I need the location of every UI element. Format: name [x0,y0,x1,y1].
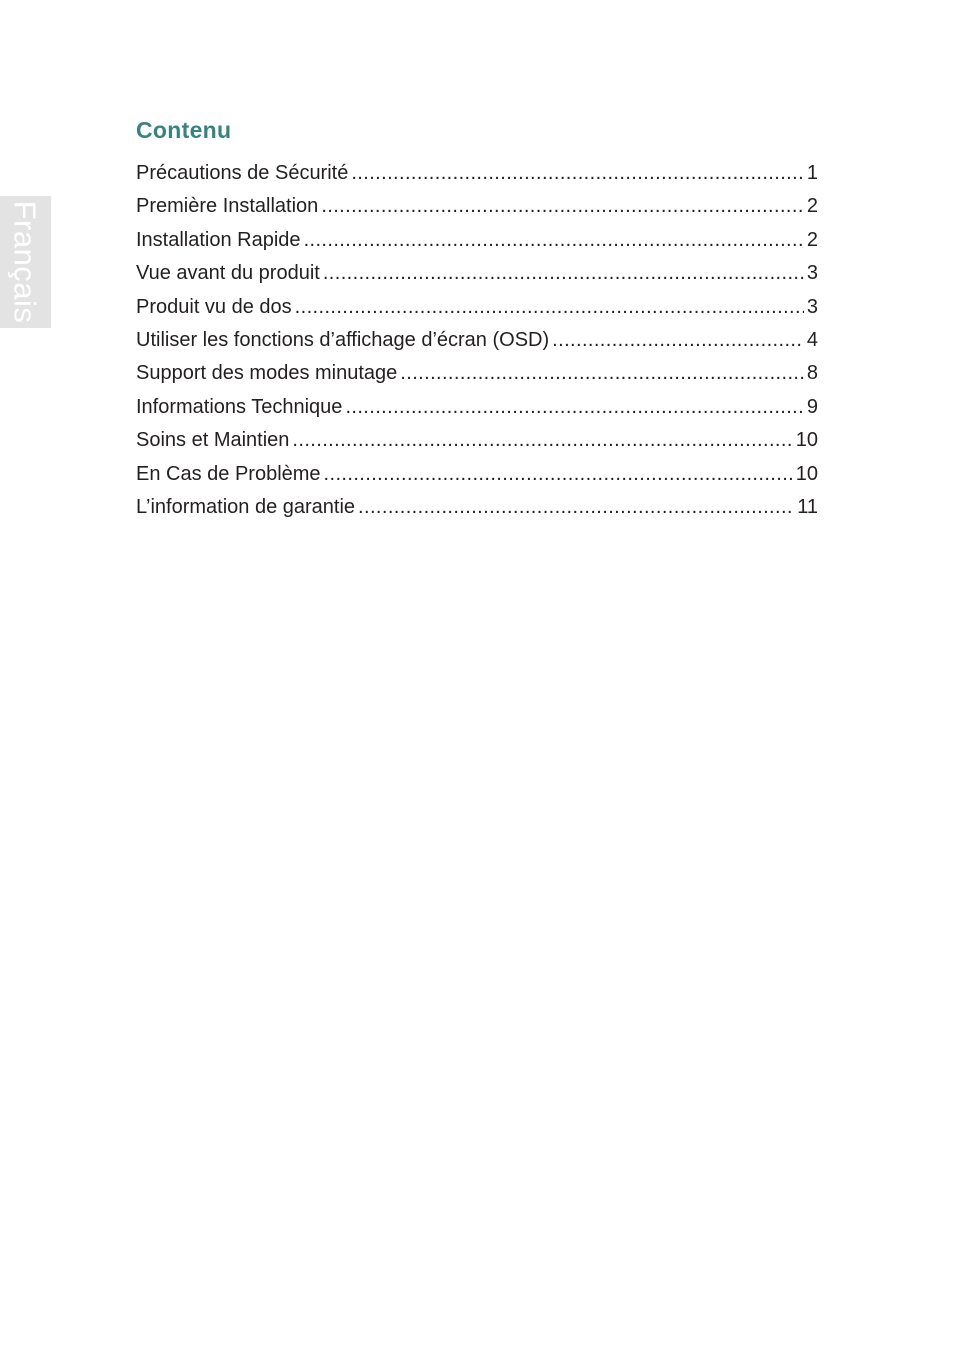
toc-entry[interactable] [136,190,818,223]
toc-entry-label: Précautions de Sécurité [136,162,349,184]
toc-dot-leader [324,458,793,491]
toc-entry[interactable] [136,391,818,424]
toc-dot-leader [552,324,804,357]
toc-entry-label: Utiliser les fonctions d’affichage d’écran (OSD) [136,328,550,351]
toc-page-number: 3 [806,262,818,285]
toc-entry[interactable] [136,491,818,524]
toc-page-number: 2 [806,228,818,251]
toc-page-number: 9 [806,395,818,418]
toc-dot-leader [351,157,804,190]
toc-page-number: 10 [795,462,818,485]
toc-page-number: 1 [806,162,818,184]
toc-entry[interactable] [136,157,818,190]
toc-dot-leader [358,491,794,524]
toc-entry-label: Soins et Maintien [136,429,290,452]
toc-entry[interactable] [136,357,818,390]
toc-dot-leader [323,257,804,290]
toc-dot-leader [400,357,804,390]
toc-entry[interactable] [136,224,818,257]
toc-entry-label: Informations Technique [136,395,343,418]
language-tab-label: Français [7,200,43,324]
toc-page-number: 10 [795,429,818,452]
toc-dot-leader [304,224,804,257]
toc-page-number: 2 [806,195,818,218]
toc-entry[interactable] [136,424,818,457]
toc-page-number: 3 [806,295,818,318]
toc-dot-leader [292,424,792,457]
toc-entry-label: Installation Rapide [136,228,301,251]
toc-page-number: 8 [806,362,818,385]
toc-dot-leader [321,190,804,223]
toc-entry-label: Produit vu de dos [136,295,292,318]
toc-entry[interactable] [136,257,818,290]
toc-entry[interactable] [136,291,818,324]
toc-entry-label: En Cas de Problème [136,462,321,485]
toc-entry[interactable] [136,324,818,357]
toc-page-number: 4 [806,328,818,351]
toc-entry-label: Vue avant du produit [136,262,320,285]
toc-dot-leader [345,391,803,424]
toc-entry-label: Support des modes minutage [136,362,398,385]
toc-entry-label: L’information de garantie [136,495,356,518]
toc-entry[interactable] [136,458,818,491]
toc-title: Contenu [136,117,232,143]
toc-page-number: 11 [797,495,818,518]
toc-entry-label: Première Installation [136,195,319,218]
table-of-contents [136,157,818,524]
toc-dot-leader [295,291,804,324]
